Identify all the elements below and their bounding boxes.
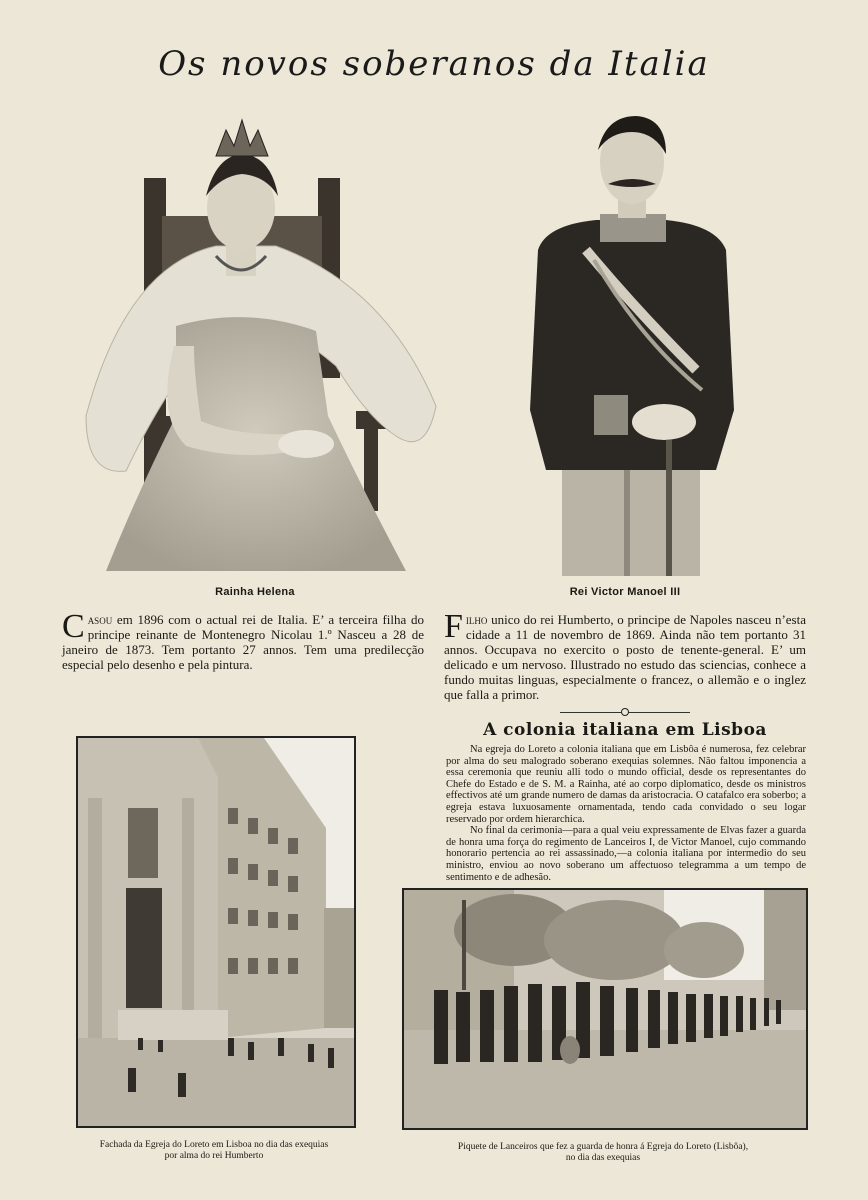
church-caption-line-2: por alma do rei Humberto bbox=[164, 1151, 264, 1161]
queen-dropcap: C bbox=[62, 608, 85, 645]
queen-bio-text: em 1896 com o actual rei de Italia. E’ a terceira filha do principe reinante de Montenegro Nicolau 1.º Nasceu a 28 de janeiro de 1873. Tem portanto 27 annos. Tem uma predilecção especial pelo desenho e pela pintura. bbox=[62, 612, 424, 672]
king-caption: Rei Victor Manoel III bbox=[569, 586, 681, 598]
colony-paragraph-2: No final da cerimonia—para a qual veiu expressamente de Elvas fazer a guarda de honra uma força do regimento de Lanceiros I, de Victor Manoel, cujo commando honorario pertencia ao rei assassinado,—a colonia italiana por intermedio do seu ministro, enviou ao novo soberano um affectuoso telegramma a um tempo de sentimento e de adhesão. bbox=[446, 825, 806, 883]
colony-title: A colonia italiana em Lisboa bbox=[483, 720, 767, 740]
king-portrait bbox=[526, 110, 736, 576]
queen-caption: Rainha Helena bbox=[215, 586, 295, 598]
lancers-photo bbox=[402, 888, 808, 1130]
colony-article bbox=[446, 744, 806, 883]
divider-ornament-icon bbox=[621, 708, 629, 716]
church-photo-caption bbox=[66, 1140, 362, 1162]
lancers-caption-line-1: Piquete de Lanceiros que fez a guarda de honra á Egreja do Loreto (Lisbôa), bbox=[457, 1142, 749, 1152]
queen-bio bbox=[62, 608, 424, 672]
lancers-photo-caption bbox=[402, 1142, 804, 1164]
queen-lead: asou bbox=[87, 612, 113, 627]
page-title: Os novos soberanos da Italia bbox=[158, 44, 710, 84]
colony-paragraph-1: Na egreja do Loreto a colonia italiana que em Lisbôa é numerosa, fez celebrar por alma do seu malogrado soberano exequias solemnes. Não faltou imponencia a essa ceremonia que reuniu alli todo o mundo official, desde os representantes do Chefe do Estado e de S. M. a Rainha, até ao corpo diplomatico, desde os ministros effectivos até um grande numero de damas da aristocracia. O catafalco era soberbo; a egreja estava luxuosamente ornamentada, tendo cada convidado o seu logar reservado por ordem hierarchica. bbox=[446, 744, 806, 825]
king-bio bbox=[444, 608, 806, 702]
church-photo bbox=[76, 736, 356, 1128]
king-bio-text: unico do rei Humberto, o principe de Napoles nasceu n’esta cidade a 11 de novembro de 1869. Ainda não tem portanto 31 annos. Occupava no exercito o posto de tenente-general. E’ um delicado e um nervoso. Illustrado no estudo das sciencias, conhece a fundo muitas linguas, especialmente o francez, o allemão e o inglez que falla a primor. bbox=[444, 612, 806, 702]
queen-portrait bbox=[66, 116, 438, 576]
king-lead: ilho bbox=[465, 612, 488, 627]
king-dropcap: F bbox=[444, 608, 463, 645]
church-caption-line-1: Fachada da Egreja do Loreto em Lisboa no dia das exequias bbox=[99, 1140, 329, 1150]
lancers-caption-line-2: no dia das exequias bbox=[565, 1153, 641, 1163]
